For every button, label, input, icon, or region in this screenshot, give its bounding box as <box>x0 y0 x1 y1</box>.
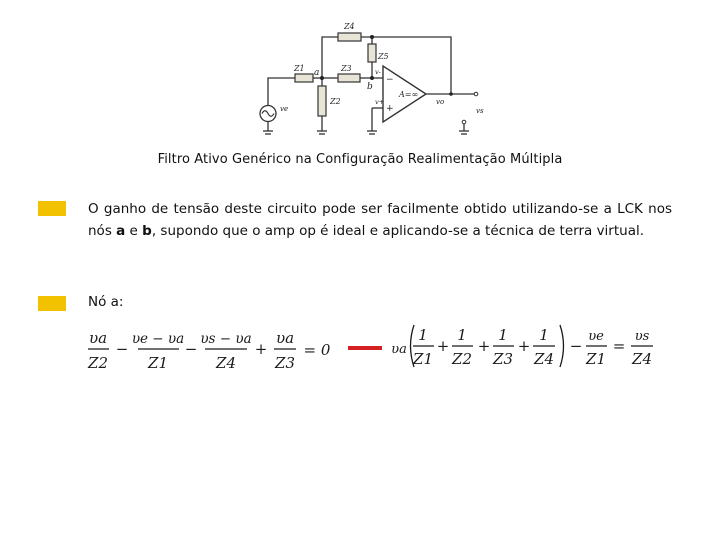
eq2-lhs-var: υa <box>391 342 407 357</box>
paragraph-text-3: , supondo que o amp op é ideal e aplicando-se a técnica de terra virtual. <box>151 222 645 239</box>
red-arrow-icon <box>348 346 382 350</box>
bullet-marker <box>38 296 66 311</box>
z2-label: Z2 <box>330 97 341 106</box>
eq2-r1-num: υe <box>588 329 604 344</box>
vs-label: vs <box>476 107 484 115</box>
eq2-mid-op: − <box>569 337 583 355</box>
eq1-t2-num: υe − υa <box>131 331 185 347</box>
vo-label: vo <box>436 98 445 106</box>
filter-circuit-diagram <box>250 18 490 146</box>
paragraph-text-1: O ganho de tensão deste circuito pode ser facilmente obtido utilizando-se a LCK nos nós <box>88 201 672 239</box>
node-b-label: b <box>367 82 373 92</box>
node-a-heading: Nó a: <box>88 294 124 310</box>
eq2-op2: + <box>477 337 491 355</box>
z3-resistor <box>338 74 360 82</box>
gain-label: A=∞ <box>399 90 419 99</box>
eq2-f3-den: Z3 <box>493 350 513 368</box>
eq2-f4-den: Z4 <box>534 350 554 368</box>
kcl-equation-node-a <box>86 326 336 374</box>
ve-label: ve <box>280 105 289 113</box>
paragraph-text-2: e <box>125 222 143 239</box>
plus-sign: + <box>386 104 394 114</box>
body-paragraph <box>88 199 672 242</box>
eq2-r1-den: Z1 <box>586 350 606 368</box>
eq2-f1-num: 1 <box>418 326 428 344</box>
z4-resistor <box>338 33 361 41</box>
eq1-t3-den: Z4 <box>216 354 236 372</box>
z3-label: Z3 <box>341 64 352 73</box>
minus-sign: − <box>386 75 394 85</box>
eq2-f3-num: 1 <box>498 326 508 344</box>
eq1-t4-den: Z3 <box>275 354 295 372</box>
eq1-op2: − <box>184 340 198 358</box>
z1-label: Z1 <box>294 64 305 73</box>
eq1-op3: + <box>254 340 268 358</box>
eq2-eq-op: = <box>612 337 626 355</box>
eq1-t4-num: υa <box>275 329 295 347</box>
kcl-equation-node-a-rearranged <box>390 320 672 374</box>
z1-resistor <box>295 74 313 82</box>
z5-resistor <box>368 44 376 62</box>
eq2-f1-den: Z1 <box>413 350 433 368</box>
eq1-op1: − <box>115 340 129 358</box>
z4-label: Z4 <box>344 22 355 31</box>
eq2-f2-den: Z2 <box>452 350 472 368</box>
eq1-rhs: = 0 <box>303 341 331 359</box>
node-b-ref: b <box>142 222 152 239</box>
eq2-r2-num: υs <box>634 329 650 344</box>
eq2-f2-num: 1 <box>457 326 467 344</box>
eq2-r2-den: Z4 <box>632 350 652 368</box>
z2-resistor <box>318 86 326 116</box>
eq2-op3: + <box>517 337 531 355</box>
bullet-marker <box>38 201 66 216</box>
eq1-t3-num: υs − υa <box>200 331 252 347</box>
v-minus-label: v- <box>375 68 381 76</box>
v-plus-label: v+ <box>375 98 385 106</box>
eq1-t1-den: Z2 <box>88 354 108 372</box>
eq1-t1-num: υa <box>88 329 108 347</box>
node-a-label: a <box>314 68 320 78</box>
eq1-t2-den: Z1 <box>148 354 168 372</box>
z5-label: Z5 <box>378 52 389 61</box>
figure-caption: Filtro Ativo Genérico na Configuração Realimentação Múltipla <box>157 152 563 167</box>
eq2-op1: + <box>436 337 450 355</box>
eq2-f4-num: 1 <box>539 326 549 344</box>
node-a-ref: a <box>116 222 126 239</box>
